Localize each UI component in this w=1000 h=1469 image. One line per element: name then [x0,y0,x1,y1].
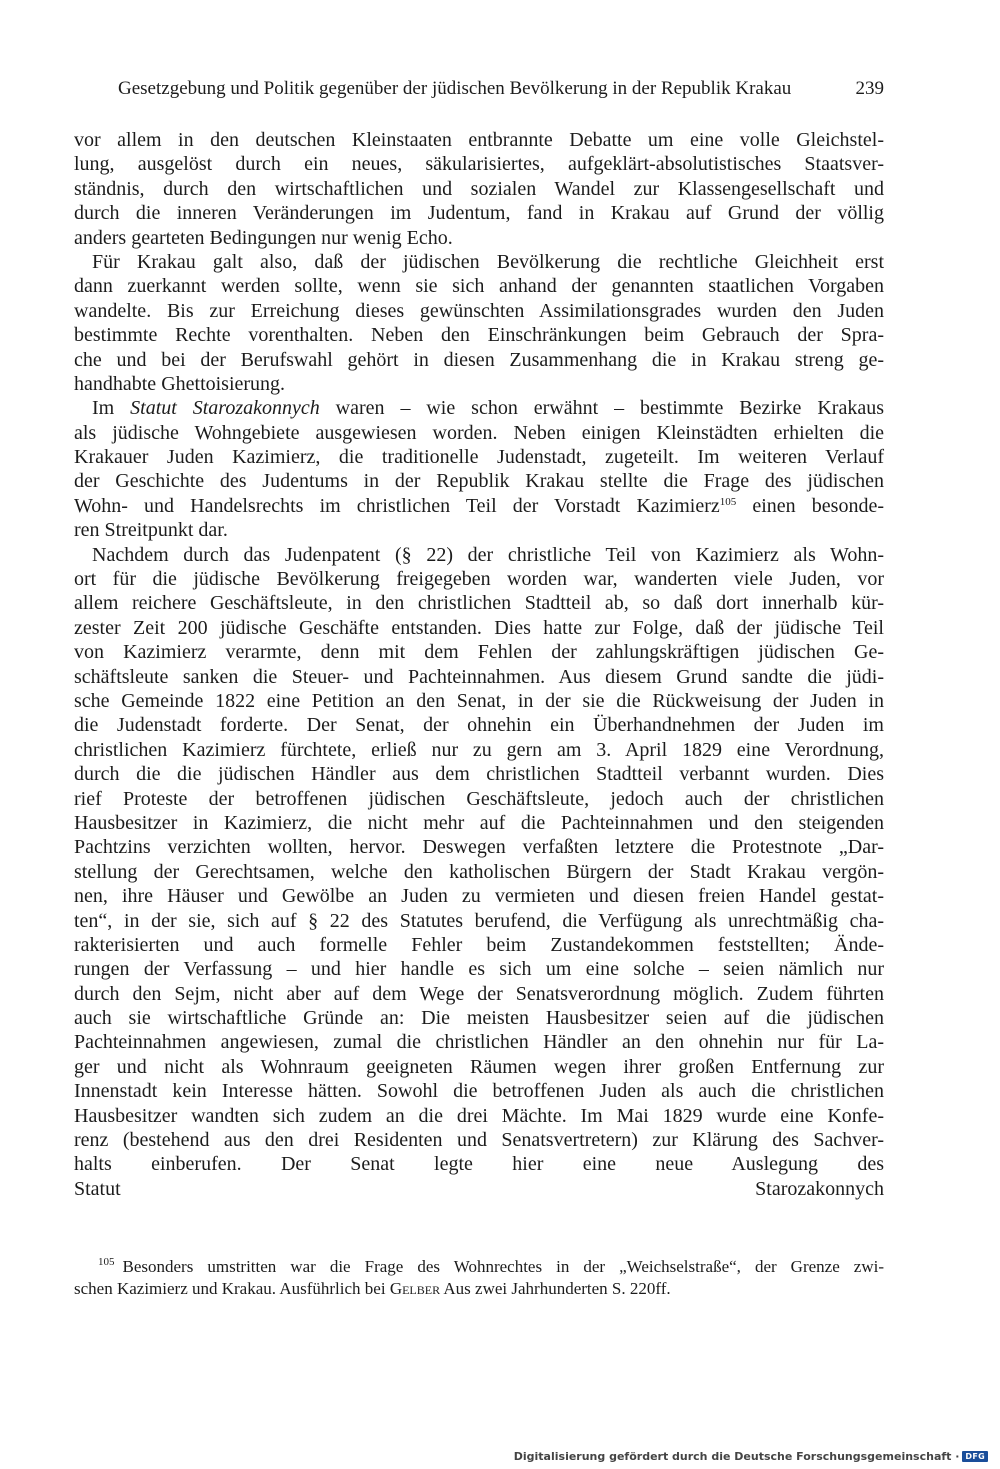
text-line: rungen der Verfassung – und hier handle es sich um eine solche – seien nämlich nur [74,958,884,981]
running-header [118,76,884,102]
text-line: ger und nicht als Wohnraum geeigneten Räumen wegen ihrer großen Entfernung zur [74,1055,884,1078]
text-line: rief Proteste der betroffenen jüdischen Geschäftsleute, jedoch auch der christlichen [74,787,884,810]
text-line: schäftsleute sanken die Steuer- und Pachteinnahmen. Aus diesem Grund sandte die jüdi- [74,665,884,688]
text-line: lung, ausgelöst durch ein neues, säkularisiertes, aufgeklärt-absolutistisches Staatsver- [74,153,884,176]
text-segment: Im [92,397,131,420]
text-line: auch sie wirtschaftliche Gründe an: Die meisten Hausbesitzer seien auf die jüdischen [74,1007,884,1030]
footnote-reference[interactable]: 105 [719,495,737,508]
text-line: ständnis, durch den wirtschaftlichen und sozialen Wandel zur Klassengesellschaft und [74,177,884,200]
footnote-area [74,1256,884,1300]
text-line: zester Zeit 200 jüdische Geschäfte entstanden. Dies hatte zur Folge, daß der jüdische Teil [74,616,884,639]
footnote-text: Besonders umstritten war die Frage des Wohnrechtes in der „Weichselstraße“, der Grenze zwi- [122,1257,884,1276]
text-line: Pachteinnahmen angewiesen, zumal die christlichen Händler an den ohnehin nur für La- [74,1031,884,1054]
statute-title: Statut Starozakonnych [130,397,320,420]
page-number: 239 [855,78,884,99]
text-line: christlichen Kazimierz fürchtete, erließ nur zu gern am 3. April 1829 eine Verordnung, [74,738,884,761]
text-line: wandelte. Bis zur Erreichung dieses gewünschten Assimilationsgrades wurden den Juden [74,299,884,322]
text-line: Nachdem durch das Judenpatent (§ 22) der christliche Teil von Kazimierz als Wohn- [92,543,884,566]
text-segment: einen besonde- [736,494,884,517]
text-line: dann zuerkannt werden sollte, wenn sie sich anhand der genannten staatlichen Vorgaben [74,275,884,298]
text-line: Für Krakau galt also, daß der jüdischen Bevölkerung die rechtliche Gleichheit erst [92,250,884,273]
text-line: ten“, in der sie, sich auf § 22 des Statutes berufend, die Verfügung als unrechtmäßig cha- [74,909,884,932]
cited-author: Gelber [389,1279,441,1298]
text-line: allem reichere Geschäftsleute, in den christlichen Stadtteil ab, so daß dort innerhalb kür- [74,592,884,615]
text-line: halts einberufen. Der Senat legte hier eine neue Auslegung des [74,1153,884,1176]
text-line: der Geschichte des Judentums in der Republik Krakau stellte die Frage des jüdischen [74,470,884,493]
main-text [74,128,884,1201]
text-segment: Statut Starozakonnych [74,1177,884,1200]
text-line: ren Streitpunkt dar. [74,519,228,542]
text-line: Innenstadt kein Interesse hätten. Sowohl die betroffenen Juden als auch die christlichen [74,1080,884,1103]
text-line: handhabte Ghettoisierung. [74,372,286,395]
footnote-mark: 105 [98,1256,115,1268]
text-line [74,1177,884,1201]
digitization-credit [514,1450,988,1463]
text-line: vor allem in den deutschen Kleinstaaten entbrannte Debatte um eine volle Gleichstel- [74,129,884,151]
text-line: Hausbesitzer in Kazimierz, die nicht mehr auf die Pachteinnahmen und den steigenden [74,811,884,834]
text-segment: Wohn- und Handelsrechts im christlichen Teil der Vorstadt Kazimierz [74,494,720,517]
text-line: Pachtzins verzichten wollten, hervor. Deswegen verfaßten letztere die Protestnote „Dar- [74,836,884,859]
text-segment: waren – wie schon erwähnt – bestimmte Bezirke Krakaus [319,397,884,420]
footnote-text: schen Kazimierz und Krakau. Ausführlich bei [74,1279,390,1298]
text-line: rakterisierten und auch formelle Fehler beim Zustandekommen feststellten; Ände- [74,933,884,956]
text-line: durch die inneren Veränderungen im Judentum, fand in Krakau auf Grund der völlig [74,202,884,225]
text-line: che und bei der Berufswahl gehört in diesen Zusammenhang die in Krakau streng ge- [74,348,884,371]
running-title: Gesetzgebung und Politik gegenüber der jüdischen Bevölkerung in der Republik Krakau [118,78,792,99]
text-line: bestimmte Rechte vorenthalten. Neben den Einschränkungen beim Gebrauch der Spra- [74,324,884,347]
text-line: stellung der Gerechtsamen, welche den katholischen Bürgern der Stadt Krakau vergön- [74,860,884,883]
text-line: durch die die jüdischen Händler aus dem christlichen Stadtteil verbannt wurden. Dies [74,763,884,786]
text-line: Krakauer Juden Kazimierz, die traditionelle Judenstadt, zugeteilt. Im weiteren Verlauf [74,446,884,469]
text-line: die Judenstadt forderte. Der Senat, der ohnehin ein Überhandnehmen der Juden im [74,714,884,737]
footnote-105-continued [74,1278,884,1300]
text-line [74,396,884,420]
dfg-logo: DFG [962,1451,988,1462]
credit-text: Digitalisierung gefördert durch die Deutsche Forschungsgemeinschaft · [513,1450,960,1463]
text-line: von Kazimierz verarmte, denn mit dem Fehlen der zahlungskräftigen jüdischen Ge- [74,641,884,664]
text-line: anders gearteten Bedingungen nur wenig Echo. [74,226,453,249]
text-line: durch den Sejm, nicht aber auf dem Wege der Senatsverordnung möglich. Zudem führten [74,982,884,1005]
text-line: Hausbesitzer wandten sich zudem an die drei Mächte. Im Mai 1829 wurde eine Konfe- [74,1104,884,1127]
text-line: sche Gemeinde 1822 eine Petition an den Senat, in der sie die Rückweisung der Juden in [74,689,884,712]
text-line [74,494,884,518]
text-line: als jüdische Wohngebiete ausgewiesen worden. Neben einigen Kleinstädten erhielten die [74,421,884,444]
text-line: renz (bestehend aus den drei Residenten und Senatsvertretern) zur Klärung des Sachver- [74,1129,884,1152]
text-line: nen, ihre Häuser und Gewölbe an Juden zu vermieten und diesen freien Handel gestat- [74,885,884,908]
text-line: ort für die jüdische Bevölkerung freigegeben worden war, wanderten viele Juden, vor [74,568,884,591]
footnote-text: Aus zwei Jahrhunderten S. 220ff. [440,1279,671,1298]
footnote-105 [74,1256,884,1278]
